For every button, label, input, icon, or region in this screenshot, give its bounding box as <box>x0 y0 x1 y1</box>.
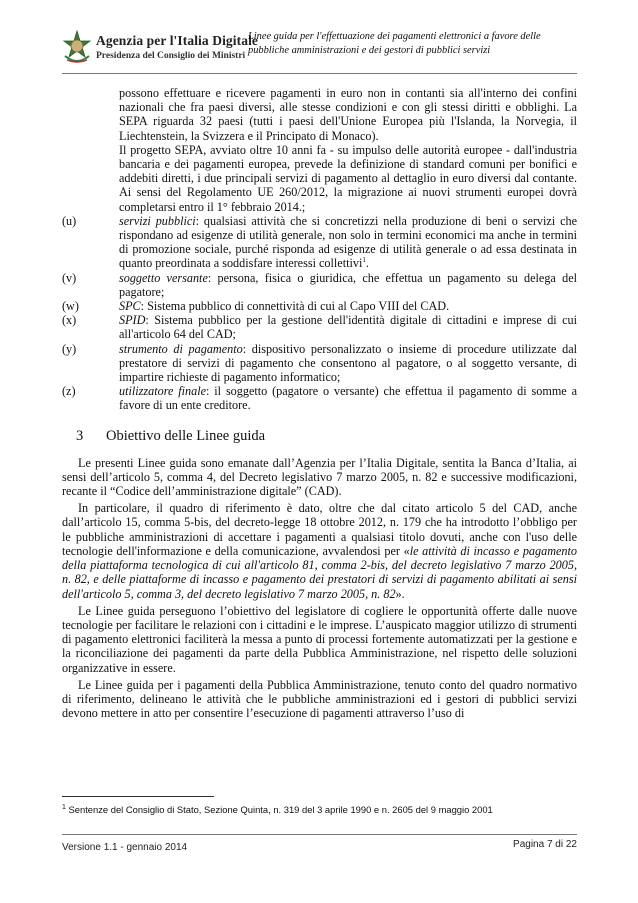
definition-text: : persona, fisica o giuridica, che effettua un pagamento su delega del pagatore; <box>119 270 577 299</box>
definition-item <box>62 313 577 342</box>
paragraph: Le Linee guida perseguono l’obiettivo del legislatore di cogliere le opportunità offerte dalle nuove tecnologie per facilitare le relazioni con i cittadini e le imprese. L’auspicato maggior utilizzo di strumenti di pagamento elettronici faciliterà la messa a punto di processi fortemente automatizzati per la gestione e la riconciliazione dei pagamenti da parte della Pubblica Amministrazione, nel rispetto delle soluzioni organizzative in essere. <box>62 603 577 675</box>
footer-divider <box>62 834 577 835</box>
definition-text: : il soggetto (pagatore o versante) che effettua il pagamento di somme a favore di un ente creditore. <box>119 384 577 413</box>
paragraph: Le Linee guida per i pagamenti della Pubblica Amministrazione, tenuto conto del quadro normativo di riferimento, delineano le attività che le pubbliche amministrazioni ed i gestori di pubblici servizi devono mettere in atto per consentire l’esecuzione di pagamenti attraverso l’uso di <box>62 677 577 721</box>
section-heading <box>62 429 577 447</box>
section-number: 3 <box>76 427 84 444</box>
definition-term: strumento di pagamento <box>119 341 243 356</box>
footnote-divider <box>62 796 214 797</box>
definition-label: (y) <box>62 341 77 356</box>
version-label: Versione 1.1 - gennaio 2014 <box>62 842 188 853</box>
header-title-line-1: Linee guida per l'effettuazione dei pagamenti elettronici a favore delle <box>248 31 541 42</box>
definition-item <box>62 299 577 314</box>
definition-label: (w) <box>62 299 79 314</box>
document-header-title <box>248 30 588 58</box>
paragraph <box>62 501 577 600</box>
continued-definition <box>119 86 577 214</box>
definition-item <box>62 384 577 413</box>
agency-name: Agenzia per l'Italia Digitale <box>96 33 259 48</box>
agency-subtitle: Presidenza del Consiglio dei Ministri <box>96 51 246 61</box>
header-title-line-2: pubbliche amministrazioni e dei gestori di pubblici servizi <box>248 45 491 56</box>
definition-item <box>62 213 577 271</box>
definition-item <box>62 270 577 299</box>
definition-term: soggetto versante <box>119 270 208 285</box>
definition-term: SPC <box>119 299 141 314</box>
definition-text: : qualsiasi attività che si concretizzi nella produzione di beni o servizi che rispondano ad esigenze di utilità generale, non solo in termini economici ma anche in termini di promozione sociale, purché risponda ad esigenze di utilità generale o ad essa destinata in quanto preordinata a soddisfare interessi collettivi <box>119 213 577 271</box>
document-body <box>62 86 577 723</box>
paragraph-text: In particolare, il quadro di riferimento è dato, oltre che dal citato articolo 5 del CAD, anche dall’articolo 15, comma 5-bis, del decreto-legge 18 ottobre 2012, n. 179 che ha introdotto l’obbligo per le pubbliche amministrazioni di accettare i pagamenti a qualsiasi titolo dovuti, anche con l'uso delle tecnologie dell'informazione e della comunicazione, avvalendosi per « <box>62 501 577 558</box>
definition-term: utilizzatore finale <box>119 384 207 399</box>
definition-text: : Sistema pubblico di connettività di cui al Capo VIII del CAD. <box>140 299 450 314</box>
continued-paragraph-1: possono effettuare e ricevere pagamenti in euro non in contanti sia all'interno dei confini nazionali che fra paesi diversi, alle stesse condizioni e con gli stessi diritti e obblighi. La SEPA riguarda 32 paesi (tutti i paesi dell'Unione Europea più l'Islanda, la Norvegia, il Liechtenstein, la Svizzera e il Principato di Monaco). <box>119 86 577 143</box>
definition-label: (z) <box>62 384 76 399</box>
definition-text: : dispositivo personalizzato o insieme di procedure utilizzate dal prestatore di servizi di pagamento che consentono al pagatore, o al soggetto versante, di impartire richieste di pagamento informatico; <box>119 341 577 385</box>
definition-label: (u) <box>62 213 77 228</box>
paragraph-quote: le attività di incasso e pagamento della piattaforma tecnologica di cui all'articolo 81, comma 2-bis, del decreto legislativo 7 marzo 2005, n. 82, e delle piattaforme di incasso e pagamento dei prestatori di servizi di pagamento abilitati ai sensi dell'articolo 5, comma 3, del decreto legislativo 7 marzo 2005, n. 82 <box>62 543 578 601</box>
definition-item <box>62 341 577 385</box>
paragraph-text: ». <box>395 586 405 601</box>
definition-label: (x) <box>62 313 77 328</box>
definition-text: : Sistema pubblico per la gestione dell'identità digitale di cittadini e imprese di cui all'articolo 64 del CAD; <box>119 313 577 342</box>
page-number: Pagina 7 di 22 <box>513 839 577 850</box>
footnote <box>62 804 493 815</box>
paragraph: Le presenti Linee guida sono emanate dall’Agenzia per l’Italia Digitale, sentita la Banca d’Italia, ai sensi dell’articolo 5, comma 4, del Decreto legislativo 7 marzo 2005, n. 82 e successive modificazioni, recante il “Codice dell’amministrazione digitale” (CAD). <box>62 455 577 499</box>
definition-end: . <box>365 256 369 271</box>
definition-label: (v) <box>62 270 77 285</box>
definition-term: servizi pubblici <box>119 213 196 228</box>
footnote-text: Sentenze del Consiglio di Stato, Sezione Quinta, n. 319 del 3 aprile 1990 e n. 2605 del 9 maggio 2001 <box>65 804 493 815</box>
header-divider <box>62 73 577 74</box>
footnote-number: 1 <box>62 803 66 811</box>
definition-list <box>62 214 577 413</box>
section-title: Obiettivo delle Linee guida <box>106 427 266 444</box>
footnote-reference: 1 <box>362 256 366 265</box>
italian-republic-emblem-icon <box>62 30 92 64</box>
definition-term: SPID <box>119 313 146 328</box>
continued-paragraph-2: Il progetto SEPA, avviato oltre 10 anni fa - su impulso delle autorità europee - dall'industria bancaria e dei pagamenti europea, prevede la definizione di standard comuni per bonifici e addebiti diretti, i due principali servizi di pagamento al dettaglio in euro diversi dal contante. Ai sensi del Regolamento UE 260/2012, la migrazione ai nuovi strumenti europei dovrà completarsi entro il 1° febbraio 2014.; <box>119 142 577 214</box>
